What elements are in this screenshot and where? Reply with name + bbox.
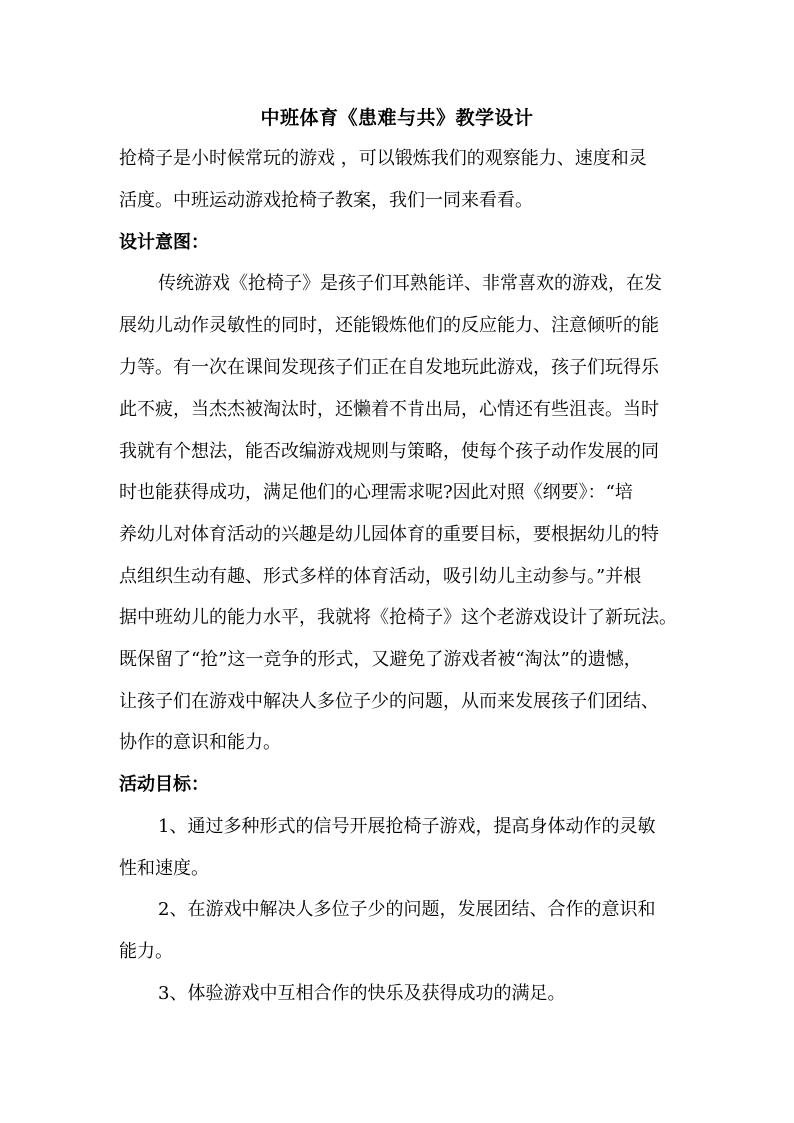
design-intent-line-11: 让孩子们在游戏中解决人多位子少的问题，从而来发展孩子们团结、 <box>119 691 659 712</box>
design-intent-line-3: 力等。有一次在课间发现孩子们正在自发地玩此游戏，孩子们玩得乐 <box>119 357 659 378</box>
section-heading-design-intent: 设计意图： <box>119 232 209 253</box>
design-intent-line-12: 协作的意识和能力。 <box>119 732 281 753</box>
design-intent-line-1: 传统游戏《抢椅子》是孩子们耳熟能详、非常喜欢的游戏，在发 <box>158 273 662 294</box>
intro-line-1: 抢椅子是小时候常玩的游戏 ，可以锻炼我们的观察能力、速度和灵 <box>119 148 647 169</box>
design-intent-line-8: 点组织生动有趣、形式多样的体育活动，吸引幼儿主动参与。”并根 <box>119 566 642 587</box>
goal-line-1: 1、通过多种形式的信号开展抢椅子游戏，提高身体动作的灵敏 <box>158 816 656 837</box>
goal-line-4: 能力。 <box>119 941 173 962</box>
design-intent-line-7: 养幼儿对体育活动的兴趣是幼儿园体育的重要目标，要根据幼儿的特 <box>119 524 659 545</box>
goal-line-3: 2、在游戏中解决人多位子少的问题，发展团结、合作的意识和 <box>158 899 656 920</box>
goal-line-2: 性和速度。 <box>119 858 209 879</box>
design-intent-line-10: 既保留了“抢”这一竞争的形式，又避免了游戏者被“淘汰”的遗憾， <box>119 649 642 670</box>
document-title: 中班体育《患难与共》教学设计 <box>260 107 534 129</box>
intro-line-2: 活度。中班运动游戏抢椅子教案，我们一同来看看。 <box>119 190 533 211</box>
section-heading-activity-goals: 活动目标： <box>119 774 209 795</box>
design-intent-line-4: 此不疲，当杰杰被淘汰时，还懒着不肯出局，心情还有些沮丧。当时 <box>119 399 659 420</box>
design-intent-line-2: 展幼儿动作灵敏性的同时，还能锻炼他们的反应能力、注意倾听的能 <box>119 315 659 336</box>
goal-line-5: 3、体验游戏中互相合作的快乐及获得成功的满足。 <box>158 983 566 1004</box>
design-intent-line-5: 我就有个想法，能否改编游戏规则与策略，使每个孩子动作发展的同 <box>119 441 659 462</box>
design-intent-line-9: 据中班幼儿的能力水平，我就将《抢椅子》这个老游戏设计了新玩法。 <box>119 607 677 628</box>
design-intent-line-6: 时也能获得成功，满足他们的心理需求呢?因此对照《纲要》：“培 <box>119 482 633 503</box>
